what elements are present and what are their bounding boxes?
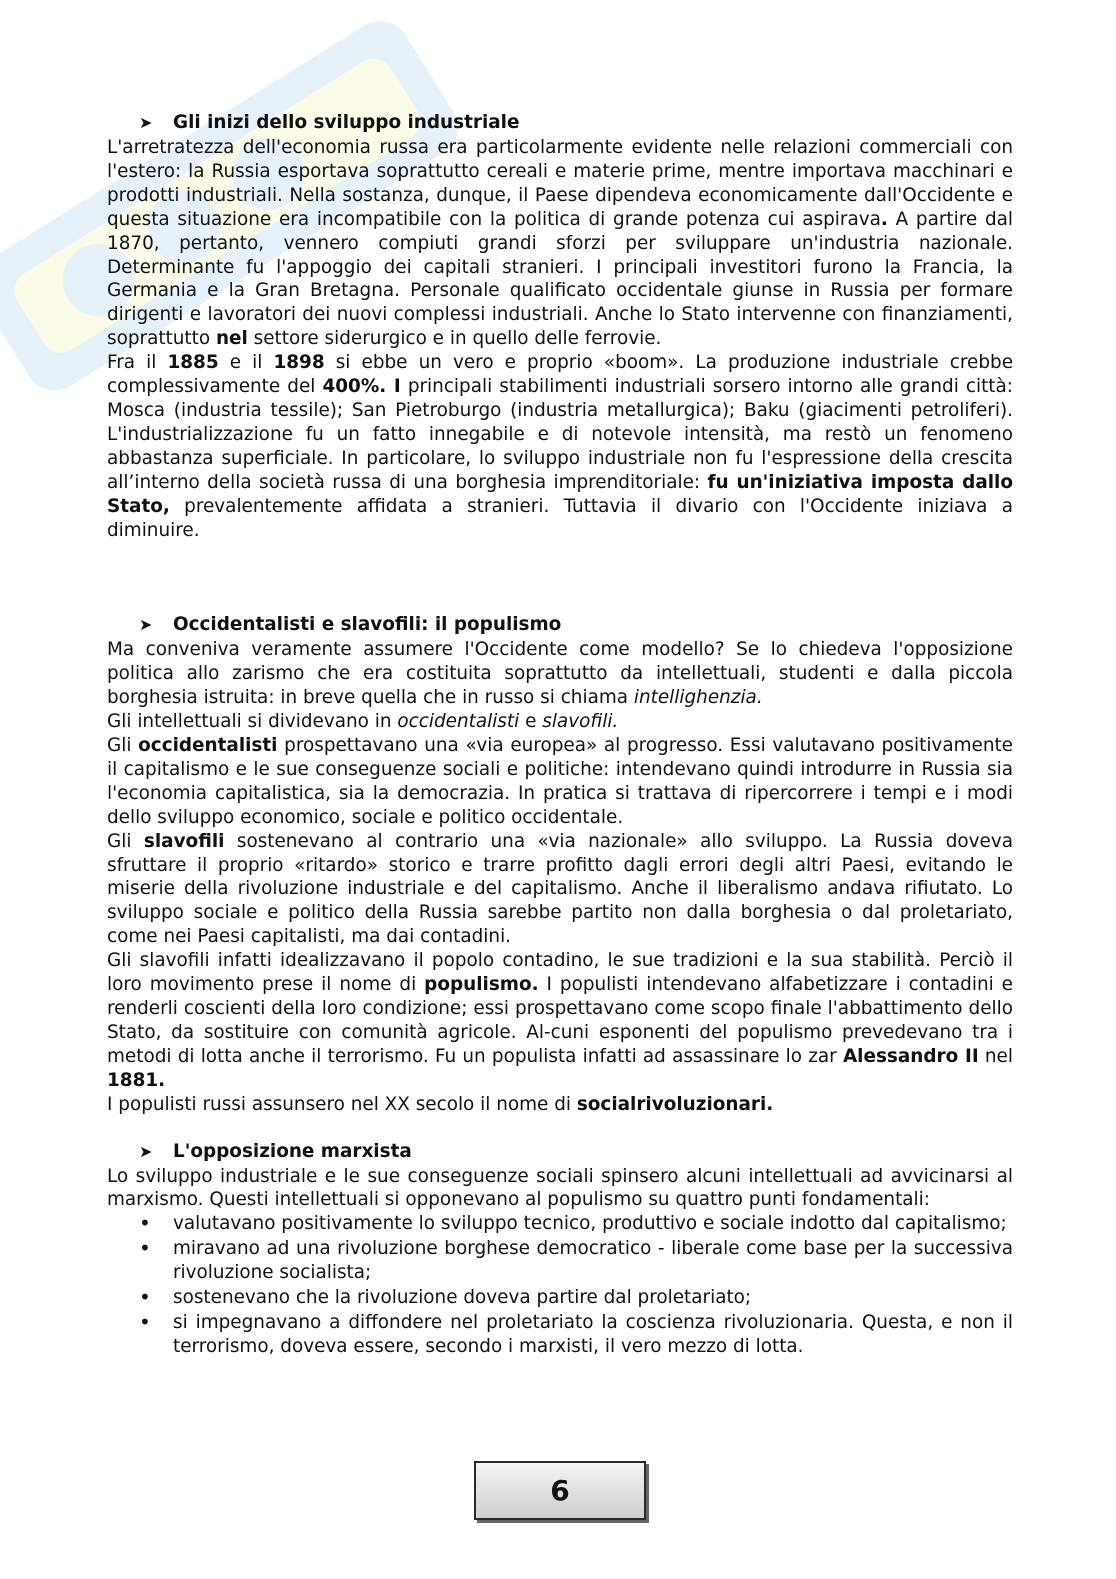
page-number: 6 xyxy=(474,1461,646,1520)
section-title: L'opposizione marxista xyxy=(173,1140,412,1162)
paragraph xyxy=(107,136,1013,351)
paragraph xyxy=(107,1093,1013,1117)
paragraph xyxy=(107,1165,1013,1213)
text-run: nel xyxy=(215,328,248,350)
text-run: 1898 xyxy=(273,352,325,374)
text-run: 1885 xyxy=(167,352,219,374)
text-run: Ma conveniva veramente assumere l'Occidente come modello? Se lo chiedeva l'opposizione politica allo zarismo che era costituita soprattutto da intellettuali, studenti e dalla piccola borghesia istruita: in breve quella che in russo si chiama xyxy=(107,639,1013,709)
text-run: e il xyxy=(218,352,274,374)
section-heading xyxy=(107,1139,1013,1165)
document-body xyxy=(107,110,1013,1360)
text-run: fu un'iniziativa imposta dallo Stato, xyxy=(107,471,1013,517)
section-title: Gli inizi dello sviluppo industriale xyxy=(173,112,520,134)
text-run: slavofili. xyxy=(542,711,619,733)
text-run: e xyxy=(519,711,543,733)
text-run: sostenevano al contrario una «via nazionale» allo sviluppo. La Russia doveva sfruttare il proprio «ritardo» storico e trarre profitto dagli errori degli altri Paesi, evitando le miserie della rivoluzione industriale e del capitalismo. Anche il liberalismo andava rifiutato. Lo sviluppo sociale e politico della Russia sarebbe partito non dalla borghesia o dal proletariato, come nei Paesi capitalisti, ma dai contadini. xyxy=(107,830,1013,948)
arrow-bullet-icon: ➤ xyxy=(139,615,153,635)
list-item: • miravano ad una rivoluzione borghese democratico - liberale come base per la successiva rivoluzione socialista; xyxy=(107,1237,1013,1285)
text-run: A partire dal 1870, pertanto, vennero compiuti grandi sforzi per sviluppare un'industria nazionale. Determinante fu l'appoggio dei capitali stranieri. I principali investitori furono la Francia, la Germania e la Gran Bretagna. Personale qualificato occidentale giunse in Russia per formare dirigenti e lavoratori dei nuovi complessi industriali. Anche lo Stato intervenne con finanziamenti, soprattutto xyxy=(107,208,1014,350)
text-run: Fra il xyxy=(107,352,168,374)
arrow-bullet-icon: ➤ xyxy=(139,1141,153,1161)
text-run: nel xyxy=(978,1045,1013,1067)
section-heading xyxy=(107,612,1013,638)
text-run: si ebbe un vero e proprio «boom». La produzione industriale crebbe complessivamente del xyxy=(107,352,1014,398)
text-run: 1881. xyxy=(107,1069,166,1091)
list-item: • valutavano positivamente lo sviluppo tecnico, produttivo e sociale indotto dal capitalismo; xyxy=(107,1212,1013,1236)
text-run: L'arretratezza dell'economia russa era particolarmente evidente nelle relazioni commerciali con l'estero: la Russia esportava soprattutto cereali e materie prime, mentre importava macchinari e prodotti industriali. Nella sostanza, dunque, il Paese dipendeva economicamente dall'Occidente e questa situazione era incompatibile con la politica di grande potenza cui aspirava xyxy=(107,137,1013,230)
text-run: occidentalisti xyxy=(138,735,278,757)
text-run: Gli slavofili infatti idealizzavano il popolo contadino, le sue tradizioni e la sua stabilità. Perciò il loro movimento prese il nome di xyxy=(107,950,1013,996)
section-title: Occidentalisti e slavofili: il populismo xyxy=(173,614,562,636)
text-run: occidentalisti xyxy=(397,711,520,733)
text-run: . xyxy=(880,208,888,230)
section-heading xyxy=(107,110,1013,136)
text-run: principali stabilimenti industriali sorsero intorno alle grandi città: Mosca (industria tessile); San Pietroburgo (industria metallurgica); Baku (giacimenti petroliferi). L'industrializzazione fu un fatto innegabile e di notevole intensità, ma restò un fenomeno abbastanza superficiale. In particolare, lo sviluppo industriale non fu l'espressione della crescita all’interno della società russa di una borghesia imprenditoriale: xyxy=(107,376,1013,493)
paragraph xyxy=(107,710,1013,734)
text-run: settore siderurgico e in quello delle ferrovie. xyxy=(247,328,662,350)
text-run: slavofili xyxy=(143,830,225,852)
text-run: intellighenzia. xyxy=(633,687,763,709)
bullet-list xyxy=(107,1212,1013,1358)
arrow-bullet-icon: ➤ xyxy=(139,113,153,133)
list-item: • sostenevano che la rivoluzione doveva partire dal proletariato; xyxy=(107,1286,1013,1310)
text-run: 400%. I xyxy=(322,376,401,398)
text-run: Alessandro II xyxy=(842,1045,979,1067)
text-run: populismo. xyxy=(424,974,539,996)
paragraph xyxy=(107,830,1013,950)
list-item: • si impegnavano a diffondere nel proletariato la coscienza rivoluzionaria. Questa, e non il terrorismo, doveva essere, secondo i marxisti, il vero mezzo di lotta. xyxy=(107,1311,1013,1359)
text-run: prospettavano una «via europea» al progresso. Essi valutavano positivamente il capitalismo e le sue conseguenze sociali e politiche: intendevano quindi introdurre in Russia sia l'economia capitalistica, sia la democrazia. In pratica si trattava di ripercorrere i tempi e i modi dello sviluppo economico, sociale e politico occidentale. xyxy=(107,735,1013,828)
text-run: I populisti intendevano alfabetizzare i contadini e renderli coscienti della loro condizione; essi prospettavano come scopo finale l'abbattimento dello Stato, da sostituire con comunità agricole. Al-cuni esponenti del populismo prevedevano tra i metodi di lotta anche il terrorismo. Fu un populista infatti ad assassinare lo zar xyxy=(107,974,1013,1067)
paragraph xyxy=(107,949,1013,1092)
text-run: prevalentemente affidata a stranieri. Tuttavia il divario con l'Occidente iniziava a diminuire. xyxy=(107,495,1013,541)
text-run: Gli xyxy=(107,735,139,757)
paragraph xyxy=(107,638,1013,710)
text-run: I populisti russi assunsero nel XX secolo il nome di xyxy=(107,1093,577,1115)
paragraph xyxy=(107,351,1013,542)
text-run: socialrivoluzionari. xyxy=(576,1093,774,1115)
text-run: Lo sviluppo industriale e le sue conseguenze sociali spinsero alcuni intellettuali ad avvicinarsi al marxismo. Questi intellettuali si opponevano al populismo su quattro punti fondamentali: xyxy=(107,1165,1013,1211)
text-run: Gli intellettuali si dividevano in xyxy=(107,711,398,733)
text-run: Gli xyxy=(107,830,144,852)
paragraph xyxy=(107,734,1013,830)
